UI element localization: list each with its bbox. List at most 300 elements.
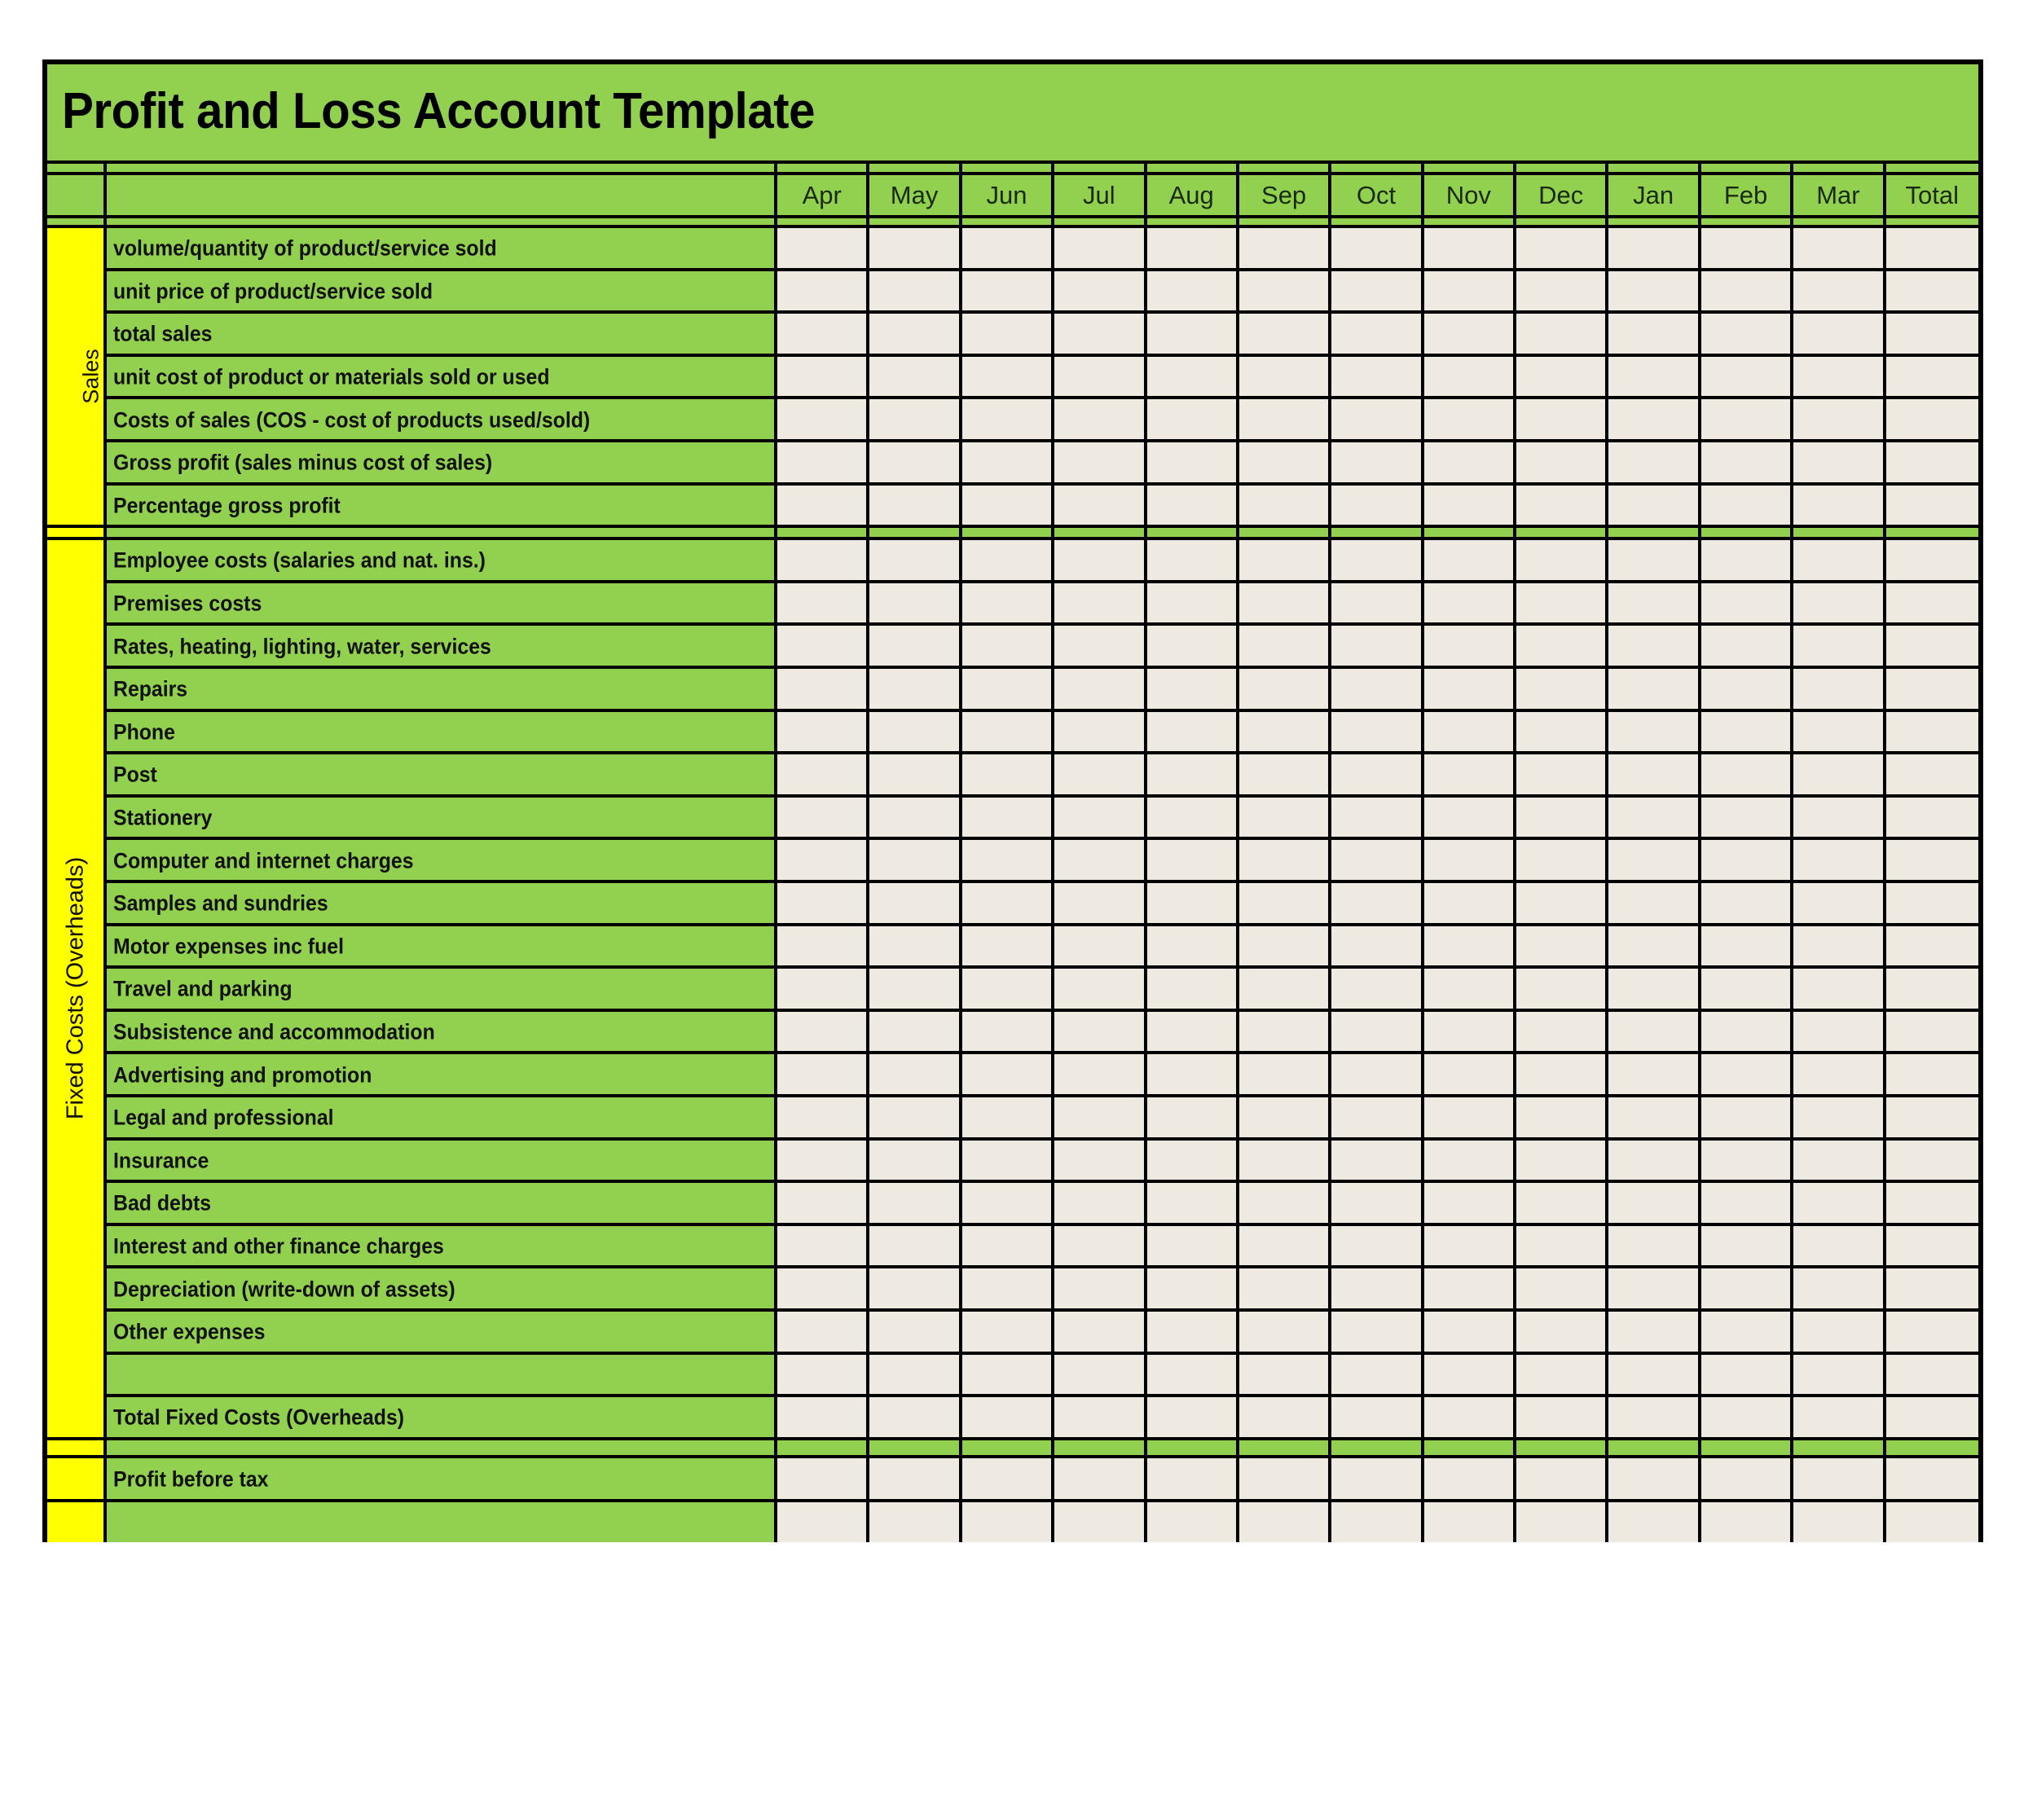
cell-oct[interactable] bbox=[1331, 540, 1423, 580]
cell-oct[interactable] bbox=[1331, 754, 1423, 794]
cell-jan[interactable] bbox=[1608, 228, 1700, 268]
cell-oct[interactable] bbox=[1331, 314, 1423, 354]
cell-jul[interactable] bbox=[1054, 798, 1146, 837]
cell-dec[interactable] bbox=[1516, 314, 1608, 354]
cell-mar[interactable] bbox=[1793, 583, 1885, 623]
cell-apr[interactable] bbox=[777, 754, 869, 794]
cell-feb[interactable] bbox=[1701, 626, 1793, 666]
cell-total[interactable] bbox=[1886, 1097, 1978, 1137]
cell-mar[interactable] bbox=[1793, 1141, 1885, 1180]
cell-nov[interactable] bbox=[1424, 1097, 1516, 1137]
cell-jun[interactable] bbox=[962, 883, 1054, 923]
cell-oct[interactable] bbox=[1331, 228, 1423, 268]
cell-nov[interactable] bbox=[1424, 1012, 1516, 1052]
cell-total[interactable] bbox=[1886, 1355, 1978, 1395]
cell-may[interactable] bbox=[869, 583, 961, 623]
cell-sep[interactable] bbox=[1239, 1226, 1331, 1266]
cell-jun[interactable] bbox=[962, 1097, 1054, 1137]
cell-sep[interactable] bbox=[1239, 1502, 1331, 1542]
cell-aug[interactable] bbox=[1147, 1141, 1239, 1180]
cell-feb[interactable] bbox=[1701, 357, 1793, 397]
cell-nov[interactable] bbox=[1424, 1183, 1516, 1223]
cell-jul[interactable] bbox=[1054, 583, 1146, 623]
cell-aug[interactable] bbox=[1147, 1012, 1239, 1052]
cell-aug[interactable] bbox=[1147, 271, 1239, 311]
cell-oct[interactable] bbox=[1331, 1054, 1423, 1094]
cell-sep[interactable] bbox=[1239, 754, 1331, 794]
cell-total[interactable] bbox=[1886, 1141, 1978, 1180]
cell-total[interactable] bbox=[1886, 969, 1978, 1009]
cell-jun[interactable] bbox=[962, 969, 1054, 1009]
cell-may[interactable] bbox=[869, 1226, 961, 1266]
cell-dec[interactable] bbox=[1516, 1312, 1608, 1352]
cell-dec[interactable] bbox=[1516, 399, 1608, 439]
cell-apr[interactable] bbox=[777, 1012, 869, 1052]
cell-feb[interactable] bbox=[1701, 754, 1793, 794]
cell-feb[interactable] bbox=[1701, 1355, 1793, 1395]
cell-jun[interactable] bbox=[962, 840, 1054, 880]
cell-oct[interactable] bbox=[1331, 712, 1423, 752]
cell-jul[interactable] bbox=[1054, 1141, 1146, 1180]
cell-oct[interactable] bbox=[1331, 1012, 1423, 1052]
cell-total[interactable] bbox=[1886, 1312, 1978, 1352]
cell-total[interactable] bbox=[1886, 1458, 1978, 1499]
cell-jun[interactable] bbox=[962, 1312, 1054, 1352]
cell-dec[interactable] bbox=[1516, 712, 1608, 752]
cell-sep[interactable] bbox=[1239, 271, 1331, 311]
cell-apr[interactable] bbox=[777, 1397, 869, 1437]
cell-apr[interactable] bbox=[777, 798, 869, 837]
cell-dec[interactable] bbox=[1516, 540, 1608, 580]
cell-aug[interactable] bbox=[1147, 1226, 1239, 1266]
cell-jun[interactable] bbox=[962, 1054, 1054, 1094]
cell-apr[interactable] bbox=[777, 626, 869, 666]
cell-total[interactable] bbox=[1886, 1397, 1978, 1437]
cell-jul[interactable] bbox=[1054, 626, 1146, 666]
cell-jul[interactable] bbox=[1054, 228, 1146, 268]
cell-dec[interactable] bbox=[1516, 798, 1608, 837]
cell-aug[interactable] bbox=[1147, 314, 1239, 354]
cell-jan[interactable] bbox=[1608, 754, 1700, 794]
cell-nov[interactable] bbox=[1424, 1312, 1516, 1352]
cell-nov[interactable] bbox=[1424, 442, 1516, 482]
cell-apr[interactable] bbox=[777, 583, 869, 623]
cell-apr[interactable] bbox=[777, 314, 869, 354]
cell-feb[interactable] bbox=[1701, 1397, 1793, 1437]
cell-total[interactable] bbox=[1886, 228, 1978, 268]
cell-jul[interactable] bbox=[1054, 1183, 1146, 1223]
cell-aug[interactable] bbox=[1147, 1502, 1239, 1542]
cell-nov[interactable] bbox=[1424, 1355, 1516, 1395]
cell-sep[interactable] bbox=[1239, 626, 1331, 666]
cell-may[interactable] bbox=[869, 1097, 961, 1137]
cell-jan[interactable] bbox=[1608, 626, 1700, 666]
cell-mar[interactable] bbox=[1793, 1397, 1885, 1437]
cell-oct[interactable] bbox=[1331, 583, 1423, 623]
cell-sep[interactable] bbox=[1239, 1355, 1331, 1395]
cell-oct[interactable] bbox=[1331, 969, 1423, 1009]
cell-dec[interactable] bbox=[1516, 1054, 1608, 1094]
cell-jun[interactable] bbox=[962, 442, 1054, 482]
cell-nov[interactable] bbox=[1424, 357, 1516, 397]
cell-may[interactable] bbox=[869, 840, 961, 880]
cell-aug[interactable] bbox=[1147, 486, 1239, 525]
cell-may[interactable] bbox=[869, 1312, 961, 1352]
cell-total[interactable] bbox=[1886, 712, 1978, 752]
cell-jan[interactable] bbox=[1608, 1397, 1700, 1437]
cell-feb[interactable] bbox=[1701, 798, 1793, 837]
cell-may[interactable] bbox=[869, 754, 961, 794]
cell-dec[interactable] bbox=[1516, 669, 1608, 709]
cell-jun[interactable] bbox=[962, 1502, 1054, 1542]
cell-total[interactable] bbox=[1886, 1183, 1978, 1223]
cell-apr[interactable] bbox=[777, 712, 869, 752]
cell-dec[interactable] bbox=[1516, 754, 1608, 794]
cell-jan[interactable] bbox=[1608, 883, 1700, 923]
cell-aug[interactable] bbox=[1147, 712, 1239, 752]
cell-aug[interactable] bbox=[1147, 1054, 1239, 1094]
cell-aug[interactable] bbox=[1147, 1397, 1239, 1437]
cell-dec[interactable] bbox=[1516, 228, 1608, 268]
cell-aug[interactable] bbox=[1147, 926, 1239, 966]
cell-aug[interactable] bbox=[1147, 754, 1239, 794]
cell-mar[interactable] bbox=[1793, 883, 1885, 923]
cell-nov[interactable] bbox=[1424, 1502, 1516, 1542]
cell-nov[interactable] bbox=[1424, 1397, 1516, 1437]
cell-apr[interactable] bbox=[777, 271, 869, 311]
cell-may[interactable] bbox=[869, 626, 961, 666]
cell-apr[interactable] bbox=[777, 486, 869, 525]
cell-sep[interactable] bbox=[1239, 540, 1331, 580]
cell-may[interactable] bbox=[869, 314, 961, 354]
cell-oct[interactable] bbox=[1331, 626, 1423, 666]
cell-aug[interactable] bbox=[1147, 1097, 1239, 1137]
cell-mar[interactable] bbox=[1793, 712, 1885, 752]
cell-jun[interactable] bbox=[962, 798, 1054, 837]
cell-jun[interactable] bbox=[962, 1397, 1054, 1437]
cell-aug[interactable] bbox=[1147, 1183, 1239, 1223]
cell-oct[interactable] bbox=[1331, 486, 1423, 525]
cell-may[interactable] bbox=[869, 486, 961, 525]
cell-total[interactable] bbox=[1886, 840, 1978, 880]
cell-mar[interactable] bbox=[1793, 1458, 1885, 1499]
cell-feb[interactable] bbox=[1701, 1502, 1793, 1542]
cell-sep[interactable] bbox=[1239, 399, 1331, 439]
cell-jun[interactable] bbox=[962, 1458, 1054, 1499]
cell-jul[interactable] bbox=[1054, 1268, 1146, 1308]
cell-nov[interactable] bbox=[1424, 1054, 1516, 1094]
cell-sep[interactable] bbox=[1239, 1312, 1331, 1352]
cell-mar[interactable] bbox=[1793, 1268, 1885, 1308]
cell-feb[interactable] bbox=[1701, 926, 1793, 966]
cell-nov[interactable] bbox=[1424, 228, 1516, 268]
cell-may[interactable] bbox=[869, 669, 961, 709]
cell-mar[interactable] bbox=[1793, 1226, 1885, 1266]
cell-mar[interactable] bbox=[1793, 669, 1885, 709]
cell-feb[interactable] bbox=[1701, 669, 1793, 709]
cell-total[interactable] bbox=[1886, 1054, 1978, 1094]
cell-oct[interactable] bbox=[1331, 883, 1423, 923]
cell-total[interactable] bbox=[1886, 754, 1978, 794]
cell-feb[interactable] bbox=[1701, 840, 1793, 880]
cell-feb[interactable] bbox=[1701, 1183, 1793, 1223]
cell-mar[interactable] bbox=[1793, 1502, 1885, 1542]
cell-jul[interactable] bbox=[1054, 1312, 1146, 1352]
cell-jun[interactable] bbox=[962, 1268, 1054, 1308]
cell-apr[interactable] bbox=[777, 1226, 869, 1266]
cell-apr[interactable] bbox=[777, 1312, 869, 1352]
cell-may[interactable] bbox=[869, 1502, 961, 1542]
cell-oct[interactable] bbox=[1331, 442, 1423, 482]
cell-jan[interactable] bbox=[1608, 840, 1700, 880]
cell-aug[interactable] bbox=[1147, 583, 1239, 623]
cell-total[interactable] bbox=[1886, 926, 1978, 966]
cell-aug[interactable] bbox=[1147, 540, 1239, 580]
cell-jul[interactable] bbox=[1054, 442, 1146, 482]
cell-oct[interactable] bbox=[1331, 1312, 1423, 1352]
cell-apr[interactable] bbox=[777, 1141, 869, 1180]
cell-dec[interactable] bbox=[1516, 1355, 1608, 1395]
cell-aug[interactable] bbox=[1147, 442, 1239, 482]
cell-jan[interactable] bbox=[1608, 798, 1700, 837]
cell-jul[interactable] bbox=[1054, 1502, 1146, 1542]
cell-may[interactable] bbox=[869, 969, 961, 1009]
cell-jun[interactable] bbox=[962, 1012, 1054, 1052]
cell-mar[interactable] bbox=[1793, 1183, 1885, 1223]
cell-may[interactable] bbox=[869, 442, 961, 482]
cell-mar[interactable] bbox=[1793, 314, 1885, 354]
cell-dec[interactable] bbox=[1516, 1502, 1608, 1542]
cell-feb[interactable] bbox=[1701, 583, 1793, 623]
cell-nov[interactable] bbox=[1424, 486, 1516, 525]
cell-may[interactable] bbox=[869, 1183, 961, 1223]
cell-total[interactable] bbox=[1886, 1226, 1978, 1266]
cell-may[interactable] bbox=[869, 712, 961, 752]
cell-mar[interactable] bbox=[1793, 399, 1885, 439]
cell-feb[interactable] bbox=[1701, 883, 1793, 923]
cell-dec[interactable] bbox=[1516, 486, 1608, 525]
cell-oct[interactable] bbox=[1331, 1502, 1423, 1542]
cell-dec[interactable] bbox=[1516, 442, 1608, 482]
cell-jun[interactable] bbox=[962, 271, 1054, 311]
cell-jan[interactable] bbox=[1608, 1312, 1700, 1352]
cell-feb[interactable] bbox=[1701, 1312, 1793, 1352]
cell-jul[interactable] bbox=[1054, 840, 1146, 880]
cell-feb[interactable] bbox=[1701, 271, 1793, 311]
cell-mar[interactable] bbox=[1793, 271, 1885, 311]
cell-dec[interactable] bbox=[1516, 1226, 1608, 1266]
cell-jul[interactable] bbox=[1054, 271, 1146, 311]
cell-total[interactable] bbox=[1886, 669, 1978, 709]
cell-nov[interactable] bbox=[1424, 798, 1516, 837]
cell-jul[interactable] bbox=[1054, 1054, 1146, 1094]
cell-jan[interactable] bbox=[1608, 583, 1700, 623]
cell-dec[interactable] bbox=[1516, 626, 1608, 666]
cell-may[interactable] bbox=[869, 926, 961, 966]
cell-dec[interactable] bbox=[1516, 969, 1608, 1009]
cell-may[interactable] bbox=[869, 399, 961, 439]
cell-jan[interactable] bbox=[1608, 1012, 1700, 1052]
cell-nov[interactable] bbox=[1424, 926, 1516, 966]
cell-jul[interactable] bbox=[1054, 1097, 1146, 1137]
cell-mar[interactable] bbox=[1793, 754, 1885, 794]
cell-jul[interactable] bbox=[1054, 1012, 1146, 1052]
cell-sep[interactable] bbox=[1239, 228, 1331, 268]
cell-jan[interactable] bbox=[1608, 1355, 1700, 1395]
cell-jan[interactable] bbox=[1608, 1054, 1700, 1094]
cell-dec[interactable] bbox=[1516, 1012, 1608, 1052]
cell-apr[interactable] bbox=[777, 1054, 869, 1094]
cell-dec[interactable] bbox=[1516, 883, 1608, 923]
cell-may[interactable] bbox=[869, 1141, 961, 1180]
cell-jan[interactable] bbox=[1608, 442, 1700, 482]
cell-jun[interactable] bbox=[962, 926, 1054, 966]
cell-total[interactable] bbox=[1886, 583, 1978, 623]
cell-jan[interactable] bbox=[1608, 486, 1700, 525]
cell-feb[interactable] bbox=[1701, 1141, 1793, 1180]
cell-apr[interactable] bbox=[777, 1502, 869, 1542]
cell-mar[interactable] bbox=[1793, 969, 1885, 1009]
cell-feb[interactable] bbox=[1701, 1097, 1793, 1137]
cell-total[interactable] bbox=[1886, 442, 1978, 482]
cell-total[interactable] bbox=[1886, 1268, 1978, 1308]
cell-sep[interactable] bbox=[1239, 883, 1331, 923]
cell-nov[interactable] bbox=[1424, 1458, 1516, 1499]
cell-aug[interactable] bbox=[1147, 626, 1239, 666]
cell-dec[interactable] bbox=[1516, 1458, 1608, 1499]
cell-oct[interactable] bbox=[1331, 357, 1423, 397]
cell-aug[interactable] bbox=[1147, 840, 1239, 880]
cell-dec[interactable] bbox=[1516, 926, 1608, 966]
cell-mar[interactable] bbox=[1793, 1097, 1885, 1137]
cell-jul[interactable] bbox=[1054, 357, 1146, 397]
cell-total[interactable] bbox=[1886, 540, 1978, 580]
cell-feb[interactable] bbox=[1701, 1012, 1793, 1052]
cell-aug[interactable] bbox=[1147, 969, 1239, 1009]
cell-jan[interactable] bbox=[1608, 1268, 1700, 1308]
cell-jun[interactable] bbox=[962, 754, 1054, 794]
cell-jul[interactable] bbox=[1054, 669, 1146, 709]
cell-jan[interactable] bbox=[1608, 712, 1700, 752]
cell-sep[interactable] bbox=[1239, 1097, 1331, 1137]
cell-dec[interactable] bbox=[1516, 1141, 1608, 1180]
cell-apr[interactable] bbox=[777, 442, 869, 482]
cell-apr[interactable] bbox=[777, 669, 869, 709]
cell-may[interactable] bbox=[869, 271, 961, 311]
cell-jan[interactable] bbox=[1608, 669, 1700, 709]
cell-may[interactable] bbox=[869, 357, 961, 397]
cell-nov[interactable] bbox=[1424, 840, 1516, 880]
cell-jul[interactable] bbox=[1054, 754, 1146, 794]
cell-sep[interactable] bbox=[1239, 1397, 1331, 1437]
cell-feb[interactable] bbox=[1701, 712, 1793, 752]
cell-apr[interactable] bbox=[777, 1097, 869, 1137]
cell-total[interactable] bbox=[1886, 798, 1978, 837]
cell-jun[interactable] bbox=[962, 1226, 1054, 1266]
cell-jul[interactable] bbox=[1054, 540, 1146, 580]
cell-mar[interactable] bbox=[1793, 228, 1885, 268]
cell-nov[interactable] bbox=[1424, 754, 1516, 794]
cell-mar[interactable] bbox=[1793, 442, 1885, 482]
cell-jan[interactable] bbox=[1608, 1183, 1700, 1223]
cell-oct[interactable] bbox=[1331, 399, 1423, 439]
cell-aug[interactable] bbox=[1147, 883, 1239, 923]
cell-sep[interactable] bbox=[1239, 486, 1331, 525]
cell-apr[interactable] bbox=[777, 1183, 869, 1223]
cell-dec[interactable] bbox=[1516, 271, 1608, 311]
cell-aug[interactable] bbox=[1147, 1355, 1239, 1395]
cell-sep[interactable] bbox=[1239, 798, 1331, 837]
cell-total[interactable] bbox=[1886, 314, 1978, 354]
cell-oct[interactable] bbox=[1331, 1097, 1423, 1137]
cell-jan[interactable] bbox=[1608, 926, 1700, 966]
cell-jun[interactable] bbox=[962, 583, 1054, 623]
cell-jun[interactable] bbox=[962, 1355, 1054, 1395]
cell-nov[interactable] bbox=[1424, 399, 1516, 439]
cell-sep[interactable] bbox=[1239, 442, 1331, 482]
cell-feb[interactable] bbox=[1701, 969, 1793, 1009]
cell-may[interactable] bbox=[869, 1054, 961, 1094]
cell-jan[interactable] bbox=[1608, 271, 1700, 311]
cell-nov[interactable] bbox=[1424, 626, 1516, 666]
cell-nov[interactable] bbox=[1424, 712, 1516, 752]
cell-apr[interactable] bbox=[777, 926, 869, 966]
cell-nov[interactable] bbox=[1424, 669, 1516, 709]
cell-mar[interactable] bbox=[1793, 1355, 1885, 1395]
cell-dec[interactable] bbox=[1516, 840, 1608, 880]
cell-oct[interactable] bbox=[1331, 271, 1423, 311]
cell-jun[interactable] bbox=[962, 712, 1054, 752]
cell-feb[interactable] bbox=[1701, 486, 1793, 525]
cell-jun[interactable] bbox=[962, 669, 1054, 709]
cell-mar[interactable] bbox=[1793, 926, 1885, 966]
cell-may[interactable] bbox=[869, 228, 961, 268]
cell-jun[interactable] bbox=[962, 228, 1054, 268]
cell-jul[interactable] bbox=[1054, 1397, 1146, 1437]
cell-sep[interactable] bbox=[1239, 1141, 1331, 1180]
cell-jul[interactable] bbox=[1054, 1355, 1146, 1395]
cell-apr[interactable] bbox=[777, 969, 869, 1009]
cell-jul[interactable] bbox=[1054, 1458, 1146, 1499]
cell-nov[interactable] bbox=[1424, 1141, 1516, 1180]
cell-jan[interactable] bbox=[1608, 1141, 1700, 1180]
cell-mar[interactable] bbox=[1793, 626, 1885, 666]
cell-aug[interactable] bbox=[1147, 798, 1239, 837]
cell-feb[interactable] bbox=[1701, 314, 1793, 354]
cell-feb[interactable] bbox=[1701, 399, 1793, 439]
cell-sep[interactable] bbox=[1239, 1012, 1331, 1052]
cell-jun[interactable] bbox=[962, 626, 1054, 666]
cell-feb[interactable] bbox=[1701, 228, 1793, 268]
cell-aug[interactable] bbox=[1147, 1458, 1239, 1499]
cell-aug[interactable] bbox=[1147, 1312, 1239, 1352]
cell-mar[interactable] bbox=[1793, 357, 1885, 397]
cell-mar[interactable] bbox=[1793, 540, 1885, 580]
cell-jul[interactable] bbox=[1054, 399, 1146, 439]
cell-jan[interactable] bbox=[1608, 1502, 1700, 1542]
cell-jun[interactable] bbox=[962, 540, 1054, 580]
cell-jul[interactable] bbox=[1054, 926, 1146, 966]
cell-may[interactable] bbox=[869, 1355, 961, 1395]
cell-oct[interactable] bbox=[1331, 840, 1423, 880]
cell-aug[interactable] bbox=[1147, 357, 1239, 397]
cell-dec[interactable] bbox=[1516, 1268, 1608, 1308]
cell-may[interactable] bbox=[869, 1268, 961, 1308]
cell-mar[interactable] bbox=[1793, 1312, 1885, 1352]
cell-oct[interactable] bbox=[1331, 798, 1423, 837]
cell-oct[interactable] bbox=[1331, 1183, 1423, 1223]
cell-sep[interactable] bbox=[1239, 1268, 1331, 1308]
